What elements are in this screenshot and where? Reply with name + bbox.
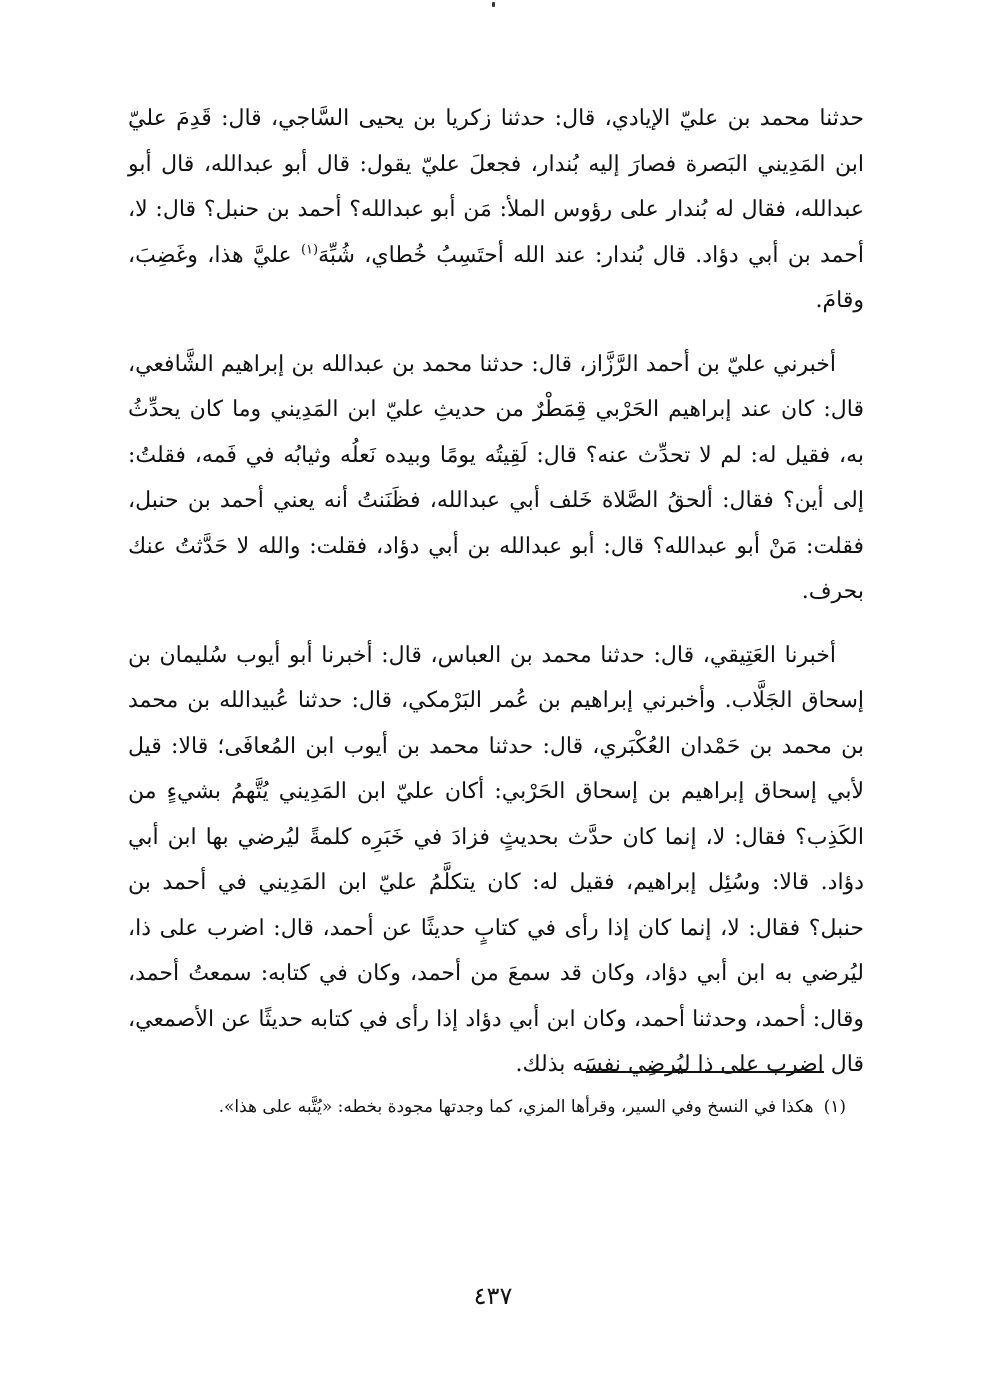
footnote-text: هكذا في النسخ وفي السير، وقرأها المزي، كما وجدتها مجودة بخطه: «يُتَّبه على هذا». bbox=[218, 1097, 814, 1117]
page-number: ٤٣٧ bbox=[473, 1282, 513, 1310]
paragraph-1-text: حدثنا محمد بن عليّ الإيادي، قال: حدثنا زكريا بن يحيى السَّاجي، قال: قَدِمَ عليّ ابن المَدِيني البَصرة فصارَ إليه بُندار، فجعلَ عليّ يقول: قال أبو عبدالله، قال أبو عبدالله، فقال له بُندار على رؤوس الملأ: مَن أبو عبدالله؟ أحمد بن حنبل؟ قال: لا، أحمد بن أبي دؤاد. قال بُندار: عند الله أحتَسِبُ خُطاي، شُبِّهَ bbox=[128, 106, 864, 268]
footnote-reference: (١) bbox=[300, 242, 319, 258]
footnote-separator bbox=[586, 1071, 824, 1073]
footnote-number: (١) bbox=[823, 1097, 846, 1117]
paragraph-1 bbox=[128, 96, 864, 324]
paragraph-1-text-end: عليَّ هذا، وغَضِبَ، وقامَ. bbox=[128, 242, 864, 313]
footnote bbox=[128, 1090, 846, 1124]
main-text bbox=[128, 96, 864, 1106]
top-edge-mark bbox=[492, 2, 495, 7]
paragraph-3: أخبرنا العَتِيقي، قال: حدثنا محمد بن العباس، قال: أخبرنا أبو أيوب سُليمان بن إسحاق الجَلَّاب. وأخبرني إبراهيم بن عُمر البَرْمكي، قال: حدثنا عُبيدالله بن محمد بن محمد بن حَمْدان العُكْبَري، قال: حدثنا محمد بن أيوب ابن المُعافَى؛ قالا: قيل لأبي إسحاق إبراهيم بن إسحاق الحَرْبي: أكان عليّ ابن المَدِيني يُتَّهمُ بشيءٍ من الكَذِب؟ فقال: لا، إنما كان حدَّث بحديثٍ فزادَ في خَبَرِه كلمةً ليُرضي بها ابن أبي دؤاد. قالا: وسُئِل إبراهيم، فقيل له: كان يتكلَّمُ عليّ ابن المَدِيني في أحمد بن حنبل؟ فقال: لا، إنما كان إذا رأى في كتابٍ حديثًا عن أحمد، قال: اضرب على ذا، ليُرضي به ابن أبي دؤاد، وكان قد سمعَ من أحمد، وكان في كتابه: سمعتُ أحمد، وقال: أحمد، وحدثنا أحمد، وكان ابن أبي دؤاد إذا رأى في كتابه حديثًا عن الأصمعي، قال اضرب على ذا ليُرضِي نفسَه بذلك. bbox=[128, 642, 864, 1077]
paragraph-2: أخبرني عليّ بن أحمد الرَّزَّاز، قال: حدثنا محمد بن عبدالله بن إبراهيم الشَّافعي، قال: كان عند إبراهيم الحَرْبي قِمَطْرٌ من حديثِ عليّ ابن المَدِيني وما كان يحدِّثُ به، فقيل له: لم لا تحدِّث عنه؟ قال: لَقِيتُه يومًا وبيده نَعلُه وثيابُه في فَمه، فقلتُ: إلى أين؟ فقال: ألحقُ الصَّلاة خَلف أبي عبدالله، فظَنَنتُ أنه يعني أحمد بن حنبل، فقلت: مَنْ أبو عبدالله؟ قال: أبو عبدالله بن أبي دؤاد، فقلت: والله لا حَدَّثتُ عنك بحرف. bbox=[128, 351, 864, 604]
